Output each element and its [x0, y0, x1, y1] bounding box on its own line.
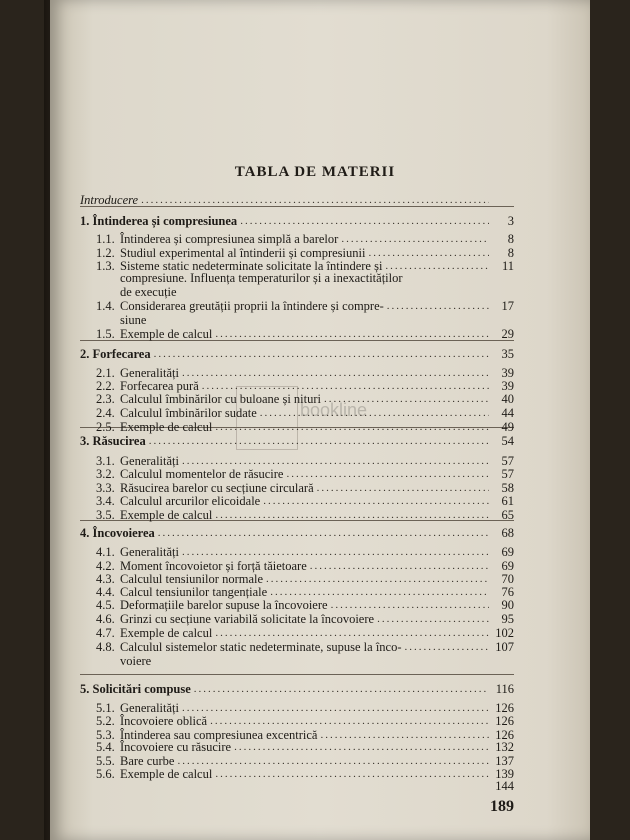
toc-entry-number: 4.8. — [96, 640, 115, 654]
toc-chapter — [80, 347, 514, 361]
toc-entry-number: 5.3. — [96, 728, 115, 742]
toc-entry-label: 2.4. Calculul îmbinărilor sudate — [96, 406, 257, 420]
dot-leader — [405, 640, 489, 654]
dot-leader — [182, 545, 489, 559]
toc-chapter — [80, 526, 514, 540]
toc-entry-number: 3.1. — [96, 454, 115, 468]
dot-leader — [286, 467, 489, 481]
toc-page-number: 107 — [495, 640, 514, 654]
toc-page-number: 69 — [501, 545, 514, 559]
toc-entry-label: 3.1. Generalități — [96, 454, 179, 468]
toc-entry-number: 5.6. — [96, 767, 115, 781]
toc-page-number: 126 — [495, 701, 514, 715]
toc-page-number: 95 — [501, 612, 514, 626]
toc-page-number: 69 — [501, 559, 514, 573]
toc-entry-continuation: voiere — [120, 654, 152, 668]
toc-page-number: 44 — [501, 406, 514, 420]
dot-leader — [177, 754, 489, 768]
toc-page-number: 39 — [501, 379, 514, 393]
toc-entry-label: 1.4. Considerarea greutății proprii la întindere și compre- — [96, 299, 384, 313]
toc-entry — [80, 779, 514, 793]
toc-entry — [96, 232, 514, 246]
toc-entry — [96, 420, 514, 434]
dot-leader — [263, 494, 489, 508]
dot-leader — [202, 379, 489, 393]
dot-leader — [215, 626, 489, 640]
toc-entry-label: 3. Răsucirea — [80, 434, 146, 448]
toc-page-number: 29 — [501, 327, 514, 341]
toc-page-number: 144 — [495, 779, 514, 793]
dot-leader — [387, 299, 489, 313]
toc-entry — [96, 454, 514, 468]
dot-leader — [331, 598, 489, 612]
toc-page-number: 3 — [507, 214, 514, 228]
toc-page-number: 65 — [501, 508, 514, 522]
dot-leader — [266, 572, 489, 586]
toc-entry — [96, 545, 514, 559]
toc-entry-label: 2.1. Generalități — [96, 366, 179, 380]
dot-leader — [210, 714, 489, 728]
toc-entry-label: 4.5. Deformațiile barelor supuse la încovoiere — [96, 598, 328, 612]
toc-page-number: 126 — [495, 714, 514, 728]
toc-entry-label: 5.1. Generalități — [96, 701, 179, 715]
toc-entry — [96, 392, 514, 406]
toc-entry-label: 1.1. Întinderea și compresiunea simplă a barelor — [96, 232, 339, 246]
dot-leader — [141, 193, 489, 207]
page-number: 189 — [490, 798, 514, 815]
toc-entry — [80, 193, 514, 207]
toc-entry-label: 5.3. Întinderea sau compresiunea excentrică — [96, 728, 318, 742]
dot-leader — [215, 508, 489, 522]
toc-entry — [96, 585, 514, 599]
toc-entry-continuation: de execuție — [120, 285, 177, 299]
toc-entry — [96, 754, 514, 768]
toc-entry-number: 4.2. — [96, 559, 115, 573]
toc-page-number: 57 — [501, 454, 514, 468]
toc-entry — [96, 406, 514, 420]
toc-entry — [96, 626, 514, 640]
toc-chapter — [80, 682, 514, 696]
toc-page-number: 8 — [507, 232, 514, 246]
toc-chapter — [80, 214, 514, 228]
toc-entry — [96, 379, 514, 393]
toc-page-number: 76 — [501, 585, 514, 599]
toc-entry-number: 1.3. — [96, 259, 115, 273]
toc-entry — [96, 327, 514, 341]
toc-entry-label: 1. Întinderea și compresiunea — [80, 214, 238, 228]
toc-entry-number: 4.3. — [96, 572, 115, 586]
page-title: TABLA DE MATERII — [234, 164, 396, 180]
dot-leader — [324, 392, 489, 406]
toc-entry — [96, 481, 514, 495]
toc-entry-label: 3.3. Răsucirea barelor cu secțiune circulară — [96, 481, 314, 495]
toc-page-number: 132 — [495, 740, 514, 754]
toc-entry-number: 5.1. — [96, 701, 115, 715]
dot-leader — [368, 246, 489, 260]
dot-leader — [149, 434, 489, 448]
toc-entry-continuation: compresiune. Influența temperaturilor și a inexactităților — [120, 271, 403, 285]
toc-page-number: 17 — [501, 299, 514, 313]
toc-entry-label: Introducere — [80, 193, 139, 207]
toc-entry-label: 3.2. Calculul momentelor de răsucire — [96, 467, 284, 481]
toc-entry-label: 5.4. Încovoiere cu răsucire — [96, 740, 232, 754]
toc-entry-label: 4.7. Exemple de calcul — [96, 626, 213, 640]
toc-entry-number: 2.4. — [96, 406, 115, 420]
toc-page-number: 137 — [495, 754, 514, 768]
toc-entry — [96, 299, 514, 313]
toc-entry — [96, 246, 514, 260]
toc-page-number: 126 — [495, 728, 514, 742]
toc-page-number: 116 — [495, 682, 514, 696]
toc-entry-number: 4.4. — [96, 585, 115, 599]
toc-entry — [96, 494, 514, 508]
toc-page-number: 54 — [501, 434, 514, 448]
dot-leader — [234, 740, 489, 754]
toc-entry — [96, 598, 514, 612]
toc-entry — [96, 366, 514, 380]
toc-entry-label: 4.1. Generalități — [96, 545, 179, 559]
watermark-text: bookline — [300, 400, 368, 420]
toc-entry-label: 4.8. Calculul sistemelor static nedeterminate, supuse la înco- — [96, 640, 402, 654]
toc-entry-number: 3.4. — [96, 494, 115, 508]
toc-entry-label: 4.2. Moment încovoietor și forță tăietoare — [96, 559, 307, 573]
toc-entry-number: 1.4. — [96, 299, 115, 313]
toc-page-number: 39 — [501, 366, 514, 380]
dot-leader — [377, 612, 489, 626]
toc-entry-number: 3.2. — [96, 467, 115, 481]
toc-entry-number: 4.6. — [96, 612, 115, 626]
dot-leader — [154, 347, 489, 361]
toc-page-number: 58 — [501, 481, 514, 495]
toc-entry-label: 2.3. Calculul îmbinărilor cu buloane și nituri — [96, 392, 322, 406]
toc-page-number: 40 — [501, 392, 514, 406]
toc-entry-label: 4.3. Calculul tensiunilor normale — [96, 572, 264, 586]
toc-page-number: 57 — [501, 467, 514, 481]
toc-entry-label: 2. Forfecarea — [80, 347, 151, 361]
dot-leader — [158, 526, 489, 540]
toc-entry-number: 4.5. — [96, 598, 115, 612]
toc-entry — [96, 467, 514, 481]
toc-chapter — [80, 434, 514, 448]
toc-entry-label: 1.2. Studiul experimental al întinderii și compresiunii — [96, 246, 366, 260]
toc-entry-label: 2.2. Forfecarea pură — [96, 379, 199, 393]
toc-entry-label: 1.3. Sisteme static nedeterminate solicitate la întindere și — [96, 259, 383, 273]
toc-entry-continuation: siune — [120, 313, 147, 327]
toc-entry-number: 2.5. — [96, 420, 115, 434]
toc-entry-number: 3.3. — [96, 481, 115, 495]
toc-entry-label: 4. Încovoierea — [80, 526, 155, 540]
dot-leader — [317, 481, 489, 495]
toc-page-number: 49 — [501, 420, 514, 434]
toc-entry-label: 5.5. Bare curbe — [96, 754, 175, 768]
dot-leader — [270, 585, 489, 599]
toc-entry — [96, 640, 514, 654]
toc-page-number: 139 — [495, 767, 514, 781]
toc-entry-label: 5.6. Exemple de calcul — [96, 767, 213, 781]
dot-leader — [215, 327, 489, 341]
dot-leader — [182, 454, 489, 468]
toc-entry-number: 4.7. — [96, 626, 115, 640]
toc-entry-number: 1.5. — [96, 327, 115, 341]
toc-page-number: 90 — [501, 598, 514, 612]
toc-entry-number: 2.1. — [96, 366, 115, 380]
toc-entry — [96, 572, 514, 586]
dot-leader — [215, 420, 489, 434]
toc-entry — [96, 701, 514, 715]
toc-page-number: 61 — [501, 494, 514, 508]
toc-page-number: 11 — [501, 259, 514, 273]
toc-entry-label: 5. Solicitări compuse — [80, 682, 191, 696]
dot-leader — [341, 232, 489, 246]
toc-entry-label: 4.6. Grinzi cu secțiune variabilă solicitate la încovoiere — [96, 612, 375, 626]
toc-entry — [96, 508, 514, 522]
dot-leader — [182, 701, 489, 715]
toc-entry-number: 4.1. — [96, 545, 115, 559]
toc-entry-number: 5.4. — [96, 740, 115, 754]
toc-entry-label: 1.5. Exemple de calcul — [96, 327, 213, 341]
dot-leader — [310, 559, 489, 573]
toc-page-number: 70 — [501, 572, 514, 586]
toc-entry-label: 4.4. Calcul tensiunilor tangențiale — [96, 585, 268, 599]
toc-entry-label: 5.2. Încovoiere oblică — [96, 714, 208, 728]
toc-entry-number: 5.5. — [96, 754, 115, 768]
toc-entry — [96, 559, 514, 573]
toc-entry-label: 3.4. Calculul arcurilor elicoidale — [96, 494, 261, 508]
toc-entry-number: 3.5. — [96, 508, 115, 522]
toc-entry-number: 2.2. — [96, 379, 115, 393]
toc-entry-number: 1.2. — [96, 246, 115, 260]
toc-entry-number: 5.2. — [96, 714, 115, 728]
toc-page-number: 8 — [507, 246, 514, 260]
toc-entry — [96, 612, 514, 626]
toc-page-number: 35 — [501, 347, 514, 361]
dot-leader — [194, 682, 489, 696]
toc-entry — [96, 740, 514, 754]
toc-entry — [96, 714, 514, 728]
toc-entry-label: 3.5. Exemple de calcul — [96, 508, 213, 522]
toc-entry-number: 2.3. — [96, 392, 115, 406]
dot-leader — [182, 366, 489, 380]
toc-page-number: 102 — [495, 626, 514, 640]
toc-entry-number: 1.1. — [96, 232, 115, 246]
dot-leader — [260, 406, 489, 420]
toc-entry-label: 2.5. Exemple de calcul — [96, 420, 213, 434]
toc-page-number: 68 — [501, 526, 514, 540]
section-divider — [80, 674, 514, 675]
dot-leader — [240, 214, 489, 228]
